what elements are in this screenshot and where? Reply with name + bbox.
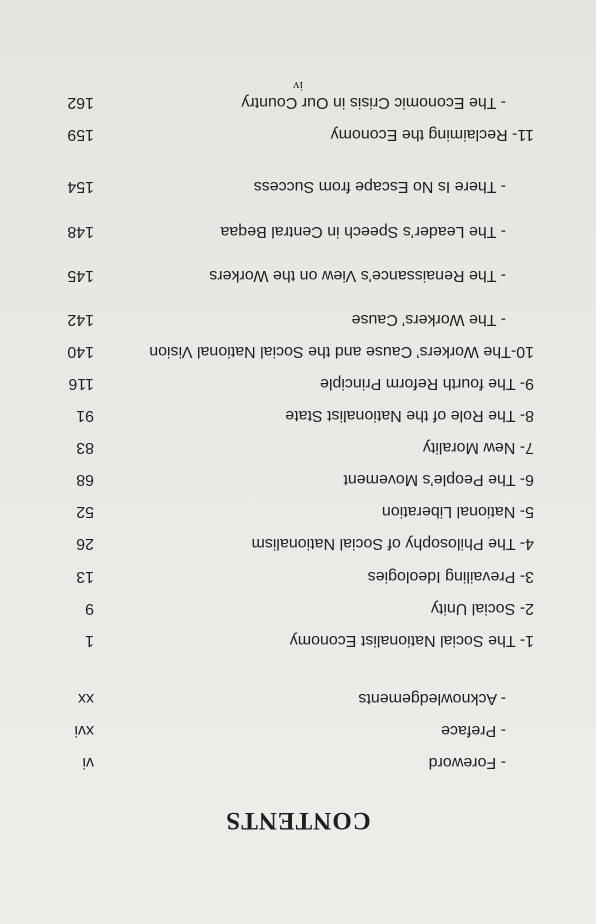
toc-entry-label: 7- New Morality [422, 439, 534, 457]
toc-entry-page: 26 [76, 535, 94, 553]
toc-entry-page: 116 [68, 374, 94, 392]
toc-entry-page: xvi [74, 721, 94, 739]
page-number: iv [292, 79, 304, 94]
toc-entry-chapter-4 [54, 527, 534, 559]
toc-entry-label: 10-The Workers’ Cause and the Social National Vision [149, 342, 534, 360]
toc-entry-label: 3- Prevailing Ideologies [367, 567, 534, 585]
toc-entry-foreword [54, 746, 534, 778]
toc-entry-label: 8- The Role of the Nationalist State [285, 407, 534, 425]
table-of-contents [54, 86, 534, 778]
toc-entry-page: 13 [76, 567, 94, 585]
toc-entry-chapter-10 [54, 335, 534, 367]
toc-entry-label: - The Workers’ Cause [351, 310, 506, 328]
toc-entry-label: 9- The fourth Reform Principle [319, 374, 534, 392]
toc-entry-page: 52 [76, 503, 94, 521]
toc-entry-chapter-8 [54, 399, 534, 431]
toc-entry-chapter-1 [54, 624, 534, 656]
toc-entry-chapter-3 [54, 559, 534, 591]
toc-entry-page: xx [78, 689, 94, 707]
toc-entry-chapter-2 [54, 592, 534, 624]
toc-entry-label: 11- Reclaiming the Economy [330, 126, 534, 144]
toc-entry-page: 142 [67, 310, 94, 328]
toc-entry-label: 1- The Social Nationalist Economy [289, 631, 534, 649]
toc-entry-label: - The Leader’s Speech in Central Beqaa [220, 222, 506, 240]
toc-entry-preface [54, 714, 534, 746]
toc-entry-page: 148 [67, 222, 94, 240]
toc-entry-label: - The Economic Crisis in Our Country [241, 94, 506, 112]
toc-entry-page: 9 [85, 599, 94, 617]
toc-entry-chapter-6 [54, 463, 534, 495]
toc-entry-page: 162 [67, 94, 94, 112]
toc-entry-page: vi [82, 754, 94, 771]
toc-entry-chapter-11 [54, 118, 534, 150]
toc-entry-chapter-5 [54, 495, 534, 527]
toc-subentry [54, 215, 534, 247]
contents-heading: CONTENTS [225, 807, 371, 834]
toc-subentry [54, 259, 534, 291]
toc-subentry [54, 170, 534, 202]
toc-entry-label: 2- Social Unity [430, 599, 534, 617]
toc-entry-label: - Preface [441, 721, 506, 739]
toc-entry-chapter-7 [54, 431, 534, 463]
toc-entry-page: 1 [85, 631, 94, 649]
toc-entry-page: 68 [76, 471, 94, 489]
toc-entry-label: 6- The People’s Movement [343, 471, 534, 489]
toc-entry-acknowledgements [54, 682, 534, 714]
toc-entry-page: 145 [67, 266, 94, 284]
toc-entry-label: - There Is No Escape from Success [253, 178, 506, 196]
toc-entry-label: - The Renaissance’s View on the Workers [209, 266, 506, 284]
toc-subentry [54, 303, 534, 335]
toc-entry-label: 4- The Philosophy of Social Nationalism [251, 535, 534, 553]
toc-entry-label: 5- National Liberation [381, 503, 534, 521]
toc-entry-label: - Acknowledgements [358, 689, 506, 707]
toc-entry-page: 159 [67, 126, 94, 144]
toc-entry-page: 140 [67, 342, 94, 360]
toc-entry-label: - Foreword [428, 754, 506, 771]
toc-entry-page: 91 [76, 407, 94, 425]
toc-entry-page: 154 [67, 178, 94, 196]
toc-entry-page: 83 [76, 439, 94, 457]
toc-entry-chapter-9 [54, 367, 534, 399]
